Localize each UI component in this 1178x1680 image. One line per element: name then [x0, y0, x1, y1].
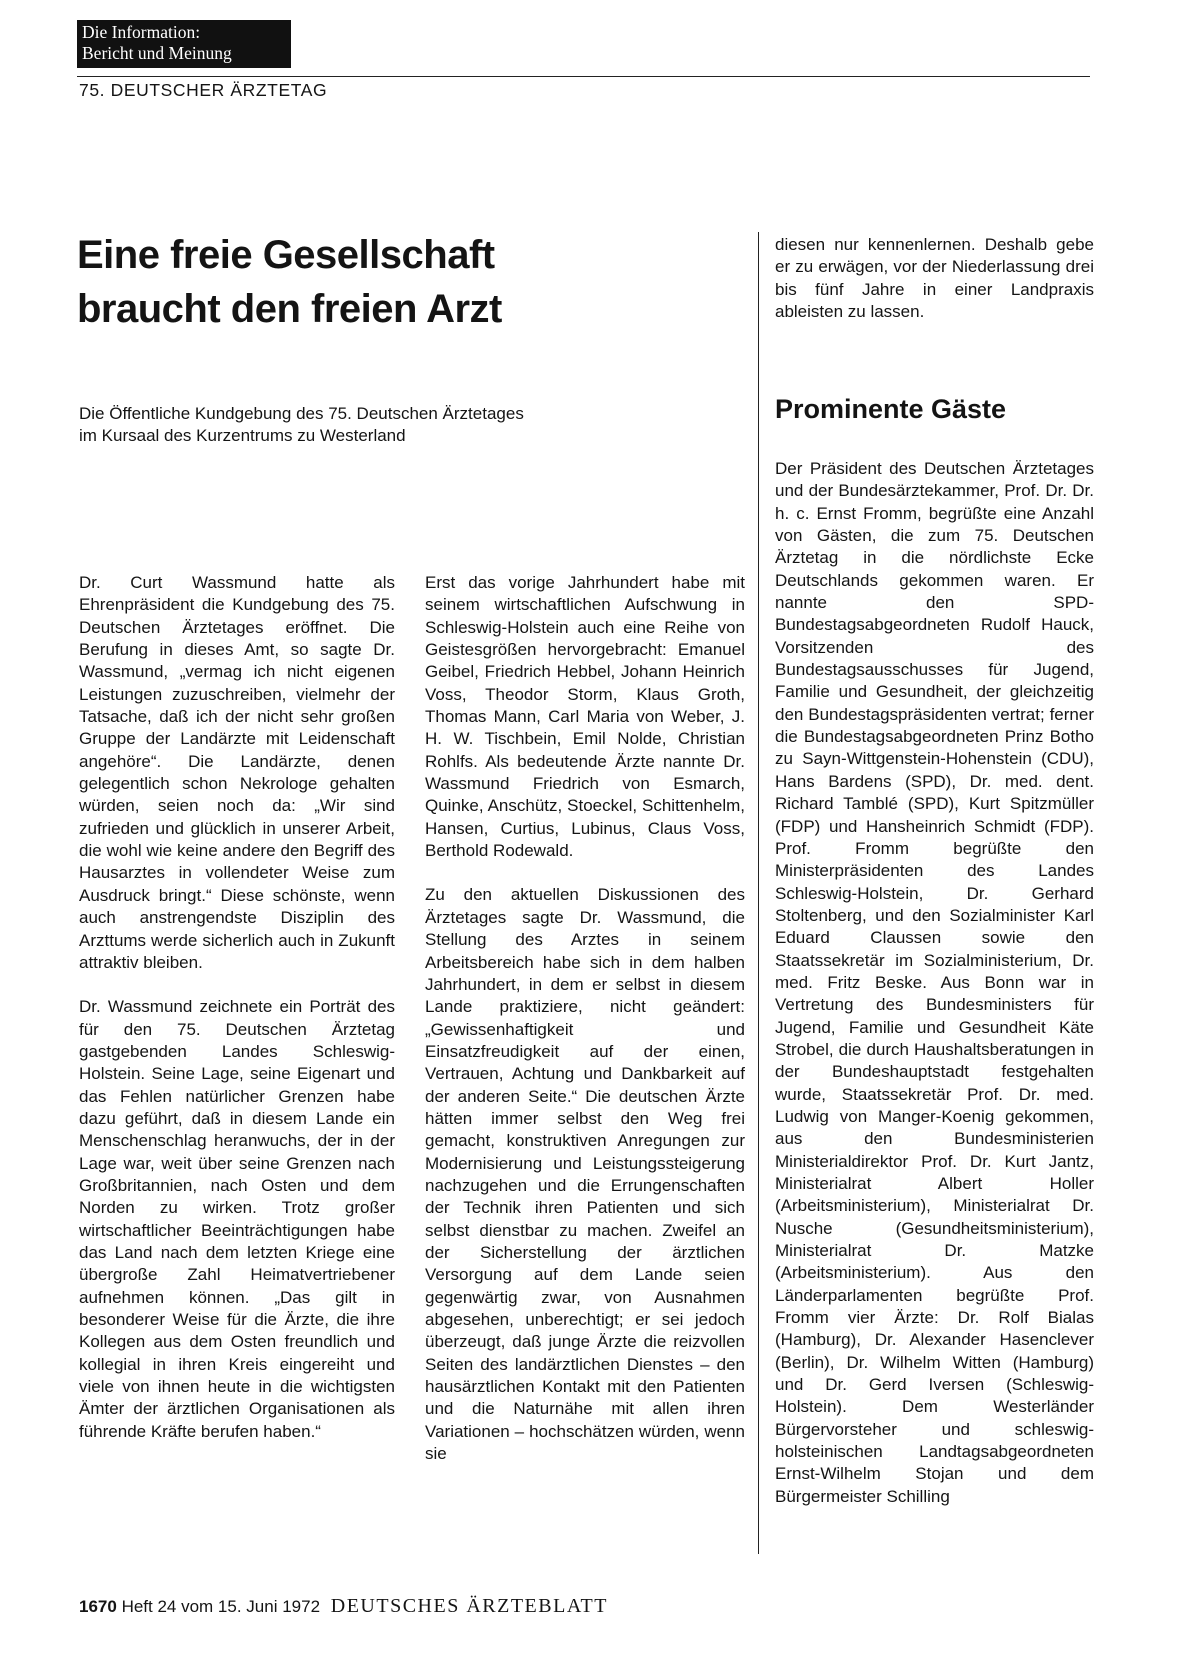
rubric-box	[77, 20, 291, 68]
column-3-paragraph-1: diesen nur kennenlernen. Deshalb gebe er zu erwägen, vor der Niederlassung drei bis fünf Jahre in einer Landpraxis ableisten zu lassen.	[775, 235, 1094, 322]
section-heading-prominente-gaeste: Prominente Gäste	[775, 394, 1007, 424]
issue-info: Heft 24 vom 15. Juni 1972	[121, 1597, 321, 1616]
column-1-paragraph-2: Dr. Wassmund zeichnete ein Porträt des für den 75. Deutschen Ärztetag gastgebenden Landes Schleswig-Holstein. Seine Lage, seine Eigenart und das Fehlen natürlicher Grenzen habe dazu geführt, daß in diesem Lande ein Menschenschlag heranwuchs, der in der Lage war, weit über seine Grenzen nach Großbritannien, nach Osten und dem Norden zu wirken. Trotz großer wirtschaftlicher Beeinträchtigungen habe das Land nach dem letzten Kriege eine übergroße Zahl Heimatvertriebener aufnehmen können. „Das gilt in besonderer Weise für die Ärzte, die ihre Kollegen aus dem Osten freundlich und kollegial in ihren Kreis eingereiht und viele von ihnen heute in die wichtigsten Ämter der ärztlichen Organisationen als führende Kräfte berufen haben.“	[79, 997, 395, 1441]
text-column-3-body	[775, 458, 1094, 1508]
subhead-line-2: im Kursaal des Kurzentrums zu Westerland	[79, 426, 406, 445]
column-3-paragraph-2: Der Präsident des Deutschen Ärztetages und der Bundesärztekammer, Prof. Dr. Dr. h. c. Ernst Fromm, begrüßte eine Anzahl von Gästen, die zum 75. Deutschen Ärztetag in die nördlichste Ecke Deutschlands gekommen waren. Er nannte den SPD-Bundestagsabgeordneten Rudolf Hauck, Vorsitzenden des Bundestagsausschusses für Jugend, Familie und Gesundheit, der gleichzeitig den Bundestagspräsidenten vertrat; ferner die Bundestagsabgeordneten Prinz Botho zu Sayn-Wittgenstein-Hohenstein (CDU), Hans Bardens (SPD), Dr. med. dent. Richard Tamblé (SPD), Kurt Spitzmüller (FDP) und Hansheinrich Schmidt (FDP). Prof. Fromm begrüßte den Ministerpräsidenten des Landes Schleswig-Holstein, Dr. Gerhard Stoltenberg, und den Sozialminister Karl Eduard Claussen sowie den Staatssekretär im Sozialministerium, Dr. med. Fritz Beske. Aus Bonn war in Vertretung des Bundesministers für Jugend, Familie und Gesundheit Käte Strobel, die durch Haushaltsberatungen in der Bundeshauptstadt festgehalten wurde, Staatssekretär Prof. Dr. med. Ludwig von Manger-Koenig gekommen, aus den Bundesministerien Ministerialdirektor Prof. Dr. Kurt Jantz, Ministerialrat Albert Holler (Arbeitsministerium), Ministerialrat Dr. Nusche (Gesundheitsministerium), Ministerialrat Dr. Matzke (Arbeitsministerium). Aus den Länderparlamenten begrüßte Prof. Fromm vier Ärzte: Dr. Rolf Bialas (Hamburg), Dr. Alexander Hasenclever (Berlin), Dr. Wilhelm Witten (Hamburg) und Dr. Gerd Iversen (Schleswig-Holstein). Dem Westerländer Bürgervorsteher und schleswig-holsteinischen Landtagsabgeordneten Ernst-Wilhelm Stojan und dem Bürgermeister Schilling	[775, 459, 1094, 1506]
rubric-line-1: Die Information:	[82, 22, 201, 42]
rubric-line-2: Bericht und Meinung	[82, 43, 232, 63]
page-footer	[79, 1595, 608, 1618]
journal-name: DEUTSCHES ÄRZTEBLATT	[330, 1595, 608, 1617]
text-column-3-top	[775, 234, 1094, 323]
article-headline	[77, 228, 687, 336]
text-column-2	[425, 572, 745, 1465]
column-2-paragraph-2: Zu den aktuellen Diskussionen des Ärztetages sagte Dr. Wassmund, die Stellung des Arztes in seinem Arbeitsbereich habe sich in dem halben Jahrhundert, in dem er selbst in diesem Lande praktiziere, nicht geändert: „Gewissenhaftigkeit und Einsatzfreudigkeit auf der einen, Vertrauen, Achtung und Dankbarkeit auf der anderen Seite.“ Die deutschen Ärzte hätten immer selbst den Weg frei gemacht, konstruktiven Anregungen zur Modernisierung und Leistungssteigerung nachzugehen und die Errungenschaften der Technik ihren Patienten und sich selbst dienstbar zu machen. Zweifel an der Sicherstellung der ärztlichen Versorgung auf dem Lande seien gegenwärtig zwar, von Ausnahmen abgesehen, unberechtigt; er sei jedoch überzeugt, daß junge Ärzte die reizvollen Seiten des landärztlichen Dienstes – den hausärztlichen Kontakt mit den Patienten und die Naturnähe mit allen ihren Variationen – hochschätzen würden, wenn sie	[425, 885, 745, 1464]
headline-line-2: braucht den freien Arzt	[77, 287, 502, 331]
headline-line-1: Eine freie Gesellschaft	[77, 233, 495, 277]
column-divider	[758, 232, 759, 1554]
column-2-paragraph-1: Erst das vorige Jahrhundert habe mit seinem wirtschaftlichen Aufschwung in Schleswig-Holstein auch eine Reihe von Geistesgrößen hervorgebracht: Emanuel Geibel, Friedrich Hebbel, Johann Heinrich Voss, Theodor Storm, Klaus Groth, Thomas Mann, Carl Maria von Weber, J. H. W. Tischbein, Emil Nolde, Christian Rohlfs. Als bedeutende Ärzte nannte Dr. Wassmund Friedrich von Esmarch, Quinke, Anschütz, Stoeckel, Schittenhelm, Hansen, Curtius, Lubinus, Claus Voss, Berthold Rodewald.	[425, 573, 745, 861]
column-1-paragraph-1: Dr. Curt Wassmund hatte als Ehrenpräsident die Kundgebung des 75. Deutschen Ärztetages eröffnet. Die Berufung in dieses Amt, so sagte Dr. Wassmund, „vermag ich nicht eigenen Leistungen zuzuschreiben, vielmehr der Tatsache, daß ich der nicht sehr großen Gruppe der Landärzte mit Leidenschaft angehöre“. Die Landärzte, denen gelegentlich schon Nekrologe gehalten würden, seien noch da: „Wir sind zufrieden und glücklich in unserer Arbeit, die wohl wie keine andere den Begriff des Hausarztes in vollendeter Weise zum Ausdruck bringt.“ Diese schönste, wenn auch anstrengendste Disziplin des Arzttums werde sicherlich auch in Zukunft attraktiv bleiben.	[79, 573, 395, 972]
subhead-line-1: Die Öffentliche Kundgebung des 75. Deutschen Ärztetages	[79, 404, 524, 423]
text-column-1	[79, 572, 395, 1443]
article-subhead	[79, 403, 689, 447]
section-label: 75. DEUTSCHER ÄRZTETAG	[79, 80, 328, 100]
header-rule	[77, 76, 1090, 77]
page-number: 1670	[79, 1597, 117, 1616]
